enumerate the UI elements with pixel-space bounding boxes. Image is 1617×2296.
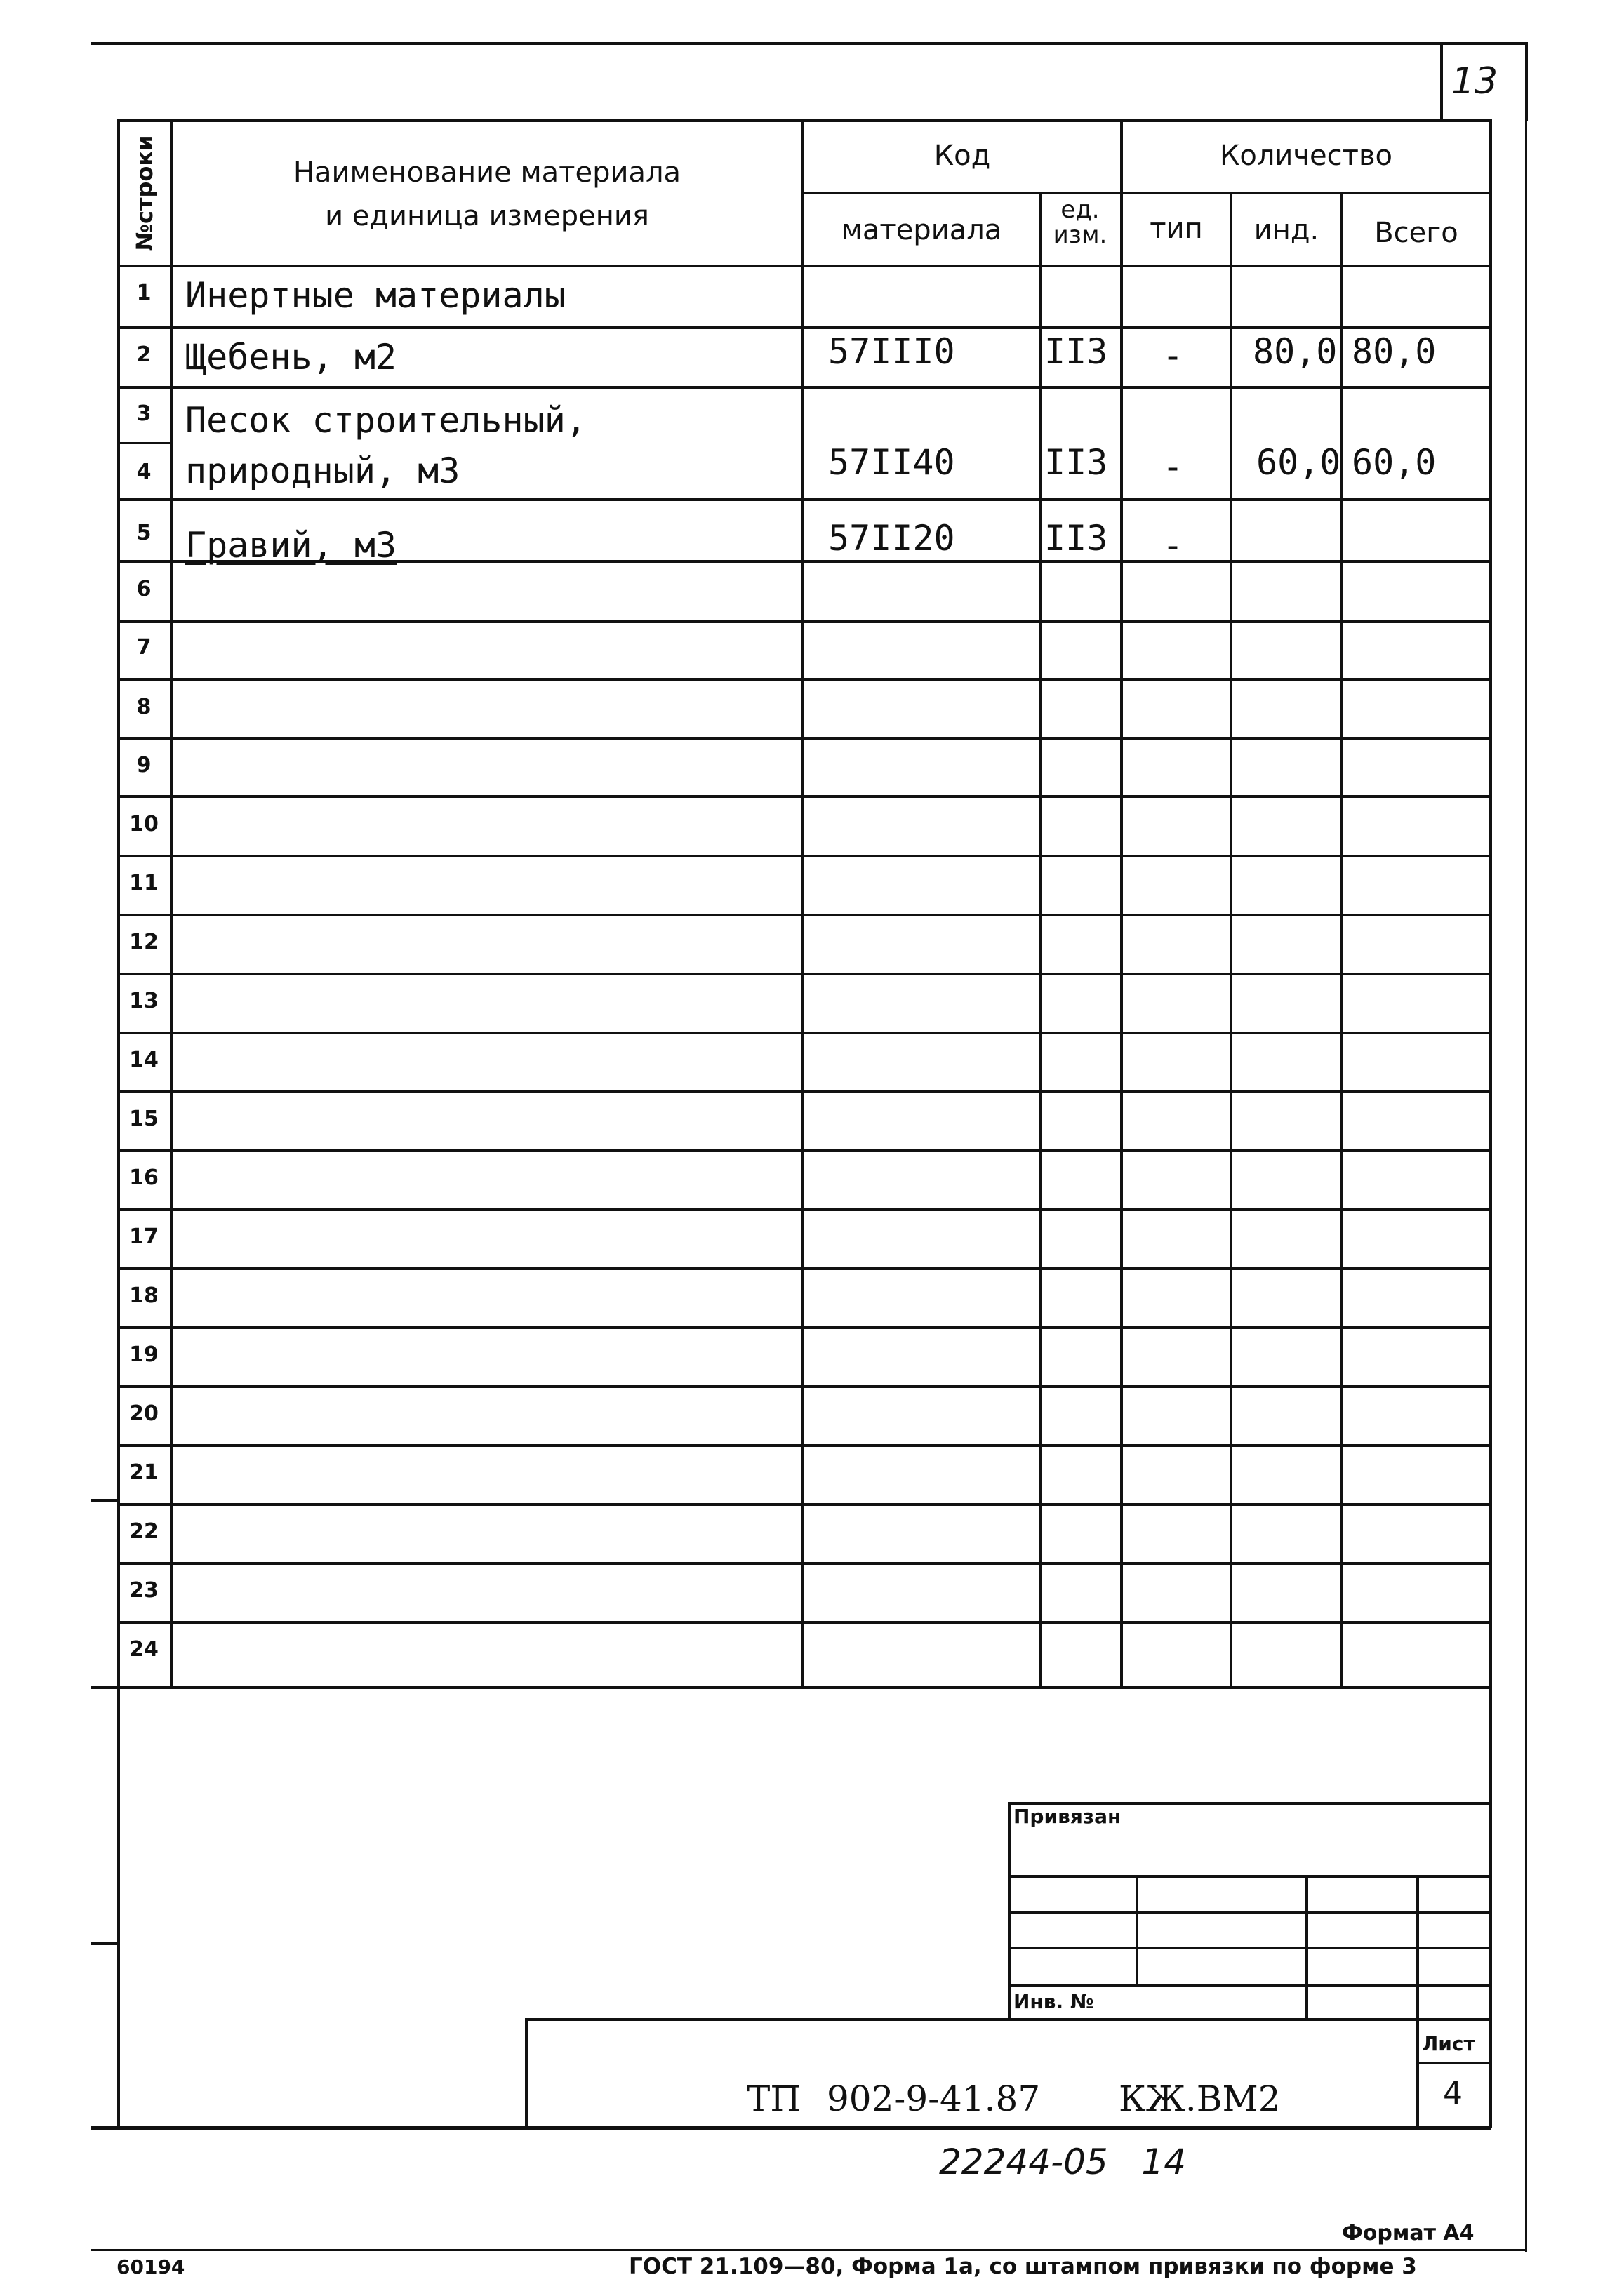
header-row-no-label: №строки [131, 135, 158, 251]
col-line-unit [1120, 119, 1123, 1688]
top-border [91, 42, 1526, 45]
row-line [118, 1149, 1490, 1152]
header-name-line2: и единица измерения [325, 200, 649, 232]
row-4-ind: 60,0 [1256, 442, 1341, 483]
row-line [118, 737, 1490, 740]
frame-bottom [91, 2126, 1491, 2130]
header-code-unit: ед. изм. [1053, 196, 1107, 249]
row-4-total: 60,0 [1352, 442, 1437, 483]
header-mid-line [801, 192, 1489, 194]
row-number: 1 [136, 281, 152, 305]
binding-tick [91, 1942, 119, 1945]
stamp-grid-col [1305, 1875, 1308, 2020]
row-4-name: природный, м3 [185, 450, 460, 491]
row-number: 23 [129, 1578, 159, 1603]
header-qty-type: тип [1150, 213, 1203, 245]
stamp-doc-prefix: ТП [747, 2078, 801, 2119]
row-1-name: Инертные материалы [185, 275, 566, 316]
row-5-code: 57II20 [828, 518, 955, 559]
row-line [118, 1267, 1490, 1270]
row-number: 21 [129, 1460, 159, 1485]
footer-left-code: 60194 [117, 2255, 185, 2278]
row-2-code: 57III0 [828, 331, 955, 372]
row-line [118, 1090, 1490, 1093]
row-2-type: - [1162, 335, 1184, 376]
row-number: 8 [136, 695, 152, 719]
row-number: 13 [129, 989, 159, 1013]
row-number: 9 [136, 753, 152, 777]
footer-line [91, 2249, 1527, 2251]
row-number: 2 [136, 342, 152, 367]
sheet-number: 13 [1451, 60, 1498, 102]
handwritten-note: 22244-05 14 [939, 2142, 1187, 2182]
row-line [118, 914, 1490, 916]
outer-right-border [1525, 119, 1527, 2252]
row-2-ind: 80,0 [1253, 331, 1338, 372]
row-line [118, 1562, 1490, 1565]
row-number: 20 [129, 1401, 159, 1426]
header-name-line1: Наименование материала [293, 156, 681, 189]
table-bottom [91, 1686, 1491, 1689]
stamp-doc-number: 902-9-41.87 [827, 2078, 1041, 2119]
col-line-ind [1340, 193, 1343, 1688]
sheet-number-box-left [1440, 42, 1443, 121]
stamp-inv-no: Инв. № [1013, 1990, 1094, 2013]
frame-right [1489, 119, 1492, 2128]
row-number: 15 [129, 1107, 159, 1131]
row-number: 18 [129, 1283, 159, 1308]
row-line [118, 1208, 1490, 1211]
row-number: 10 [129, 812, 159, 836]
row-number: 5 [136, 521, 152, 545]
row-line [118, 678, 1490, 681]
row-line [118, 855, 1490, 857]
title-block-top [525, 2018, 1490, 2021]
stamp-doc-code: КЖ.ВМ2 [1119, 2078, 1281, 2119]
header-bottom-line [118, 265, 1490, 267]
col-line-type [1230, 193, 1232, 1688]
row-line [118, 1385, 1490, 1388]
row-2-total: 80,0 [1352, 331, 1437, 372]
col-line-name [801, 119, 804, 1688]
col-line-code [1039, 193, 1042, 1688]
row-line [118, 795, 1490, 798]
row-line [118, 498, 1490, 501]
stamp-grid-col [1416, 1875, 1419, 2128]
row-2-name: Щебень, м2 [185, 337, 397, 378]
row-line [118, 1326, 1490, 1329]
header-row-no [126, 124, 163, 262]
binding-tick [91, 1499, 119, 1502]
header-code-material: материала [841, 214, 1002, 246]
header-qty-ind: инд. [1253, 214, 1319, 246]
footer-format: Формат А4 [1342, 2221, 1475, 2245]
stamp-left [1008, 1802, 1011, 2020]
row-number: 3 [136, 401, 152, 426]
stamp-privyazan: Привязан [1013, 1805, 1122, 1828]
row-line [118, 973, 1490, 975]
footer-gost: ГОСТ 21.109—80, Форма 1а, со штампом привязки по форме 3 [629, 2254, 1417, 2279]
row-line [118, 386, 1490, 389]
row-number: 17 [129, 1224, 159, 1249]
row-line [118, 1444, 1490, 1447]
row-line [118, 1621, 1490, 1624]
row-number: 24 [129, 1637, 159, 1662]
row-line-partial [118, 442, 173, 444]
title-block-left [525, 2018, 528, 2128]
row-number: 4 [136, 460, 152, 484]
row-line [118, 1503, 1490, 1506]
row-4-code: 57II40 [828, 442, 955, 483]
row-3-name: Песок строительный, [185, 400, 587, 441]
header-code: Код [933, 140, 991, 172]
stamp-list-value: 4 [1443, 2076, 1463, 2111]
row-5-unit: II3 [1044, 518, 1108, 559]
row-number: 16 [129, 1166, 159, 1190]
row-5-type: - [1162, 525, 1184, 566]
header-quantity: Количество [1219, 140, 1392, 172]
right-border-top [1525, 42, 1528, 121]
row-number: 14 [129, 1048, 159, 1072]
row-line [118, 326, 1490, 329]
row-number: 7 [136, 635, 152, 660]
row-number: 12 [129, 930, 159, 954]
stamp-grid-col [1136, 1875, 1138, 1986]
header-qty-total: Всего [1374, 217, 1458, 249]
row-line [118, 1032, 1490, 1034]
row-4-unit: II3 [1044, 442, 1108, 483]
row-2-unit: II3 [1044, 331, 1108, 372]
row-number: 6 [136, 577, 152, 601]
row-5-name: Гравий, м3 [185, 525, 397, 566]
row-number: 11 [129, 871, 159, 895]
stamp-list-label: Лист [1422, 2032, 1475, 2055]
row-line [118, 620, 1490, 623]
row-number: 22 [129, 1519, 159, 1544]
col-line-rownum [170, 119, 173, 1688]
list-label-line [1416, 2062, 1490, 2064]
row-4-type: - [1162, 446, 1184, 487]
row-number: 19 [129, 1342, 159, 1367]
